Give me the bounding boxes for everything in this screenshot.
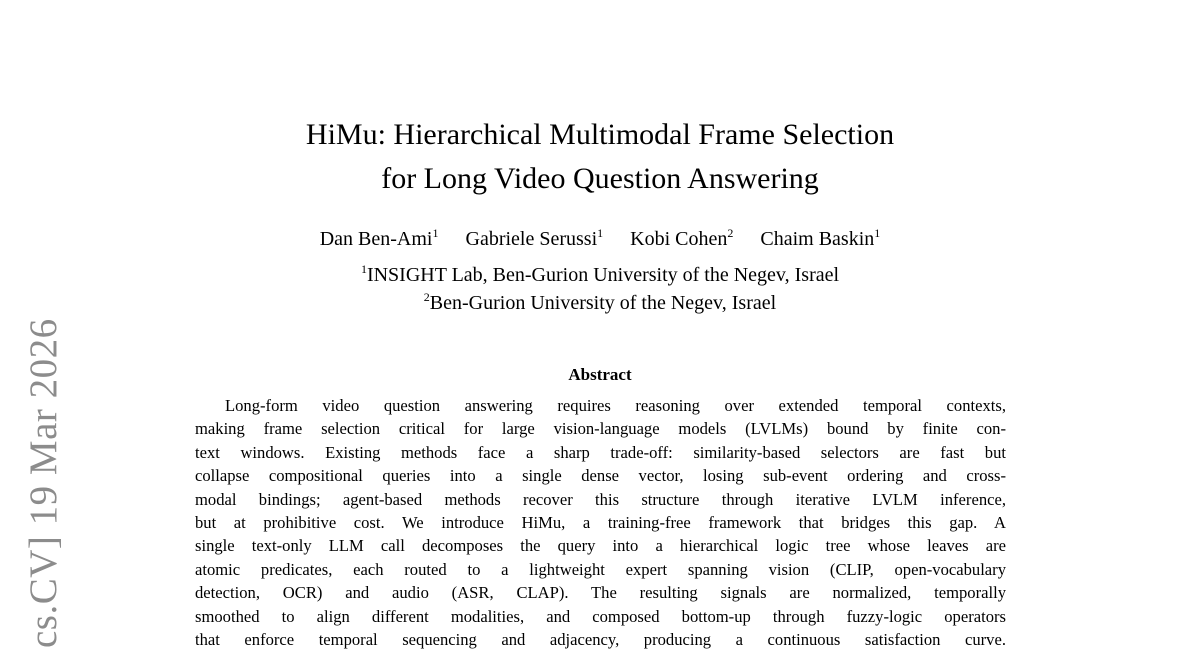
- author-list: [0, 226, 1200, 252]
- abstract-line: detection, OCR) and audio (ASR, CLAP). The resulting signals are normalized, temporally: [195, 583, 1006, 603]
- abstract-line: modal bindings; agent-based methods recover this structure through iterative LVLM inference,: [195, 489, 1006, 509]
- abstract-line: but at prohibitive cost. We introduce HiMu, a training-free framework that bridges this gap. A: [195, 512, 1006, 532]
- author: [760, 226, 880, 252]
- author-name: Dan Ben-Ami: [319, 228, 433, 250]
- abstract-line: collapse compositional queries into a single dense vector, losing sub-event ordering and cross-: [195, 466, 1006, 486]
- title-line-1: HiMu: Hierarchical Multimodal Frame Selection: [305, 118, 895, 151]
- author: [320, 226, 439, 252]
- affiliation: [0, 261, 1200, 289]
- abstract-line: making frame selection critical for large vision-language models (LVLMs) bound by finite con-: [195, 419, 1006, 439]
- abstract-line: Long-form video question answering requires reasoning over extended temporal contexts,: [225, 396, 1006, 415]
- author: [630, 226, 733, 252]
- abstract-line: atomic predicates, each routed to a lightweight expert spanning vision (CLIP, open-vocabulary: [195, 559, 1006, 579]
- author-name: Gabriele Serussi: [465, 228, 598, 250]
- affiliation-text: INSIGHT Lab, Ben-Gurion University of the Negev, Israel: [366, 264, 840, 286]
- affiliation-text: Ben-Gurion University of the Negev, Israel: [429, 292, 777, 314]
- affiliation: [0, 289, 1200, 317]
- author: [466, 226, 604, 252]
- abstract-body: [195, 394, 1006, 651]
- affiliation-mark: 2: [423, 290, 430, 304]
- affiliation-list: [0, 261, 1200, 317]
- abstract-line: single text-only LLM call decomposes the query into a hierarchical logic tree whose leaves are: [195, 536, 1006, 556]
- affiliation-mark: 1: [360, 262, 367, 276]
- author-affiliation-mark: 1: [432, 226, 439, 240]
- author-affiliation-mark: 1: [874, 226, 881, 240]
- arxiv-identifier-stamp: cs.CV] 19 Mar 2026: [22, 318, 65, 648]
- abstract-line: text windows. Existing methods face a sharp trade-off: similarity-based selectors are fast but: [195, 442, 1006, 462]
- title-line-2: for Long Video Question Answering: [381, 162, 819, 195]
- author-name: Kobi Cohen: [630, 228, 728, 250]
- author-name: Chaim Baskin: [760, 228, 875, 250]
- abstract-heading: Abstract: [568, 365, 632, 384]
- paper-title: [0, 113, 1200, 201]
- author-affiliation-mark: 1: [597, 226, 604, 240]
- abstract-line: that enforce temporal sequencing and adjacency, producing a continuous satisfaction curve.: [195, 629, 1006, 649]
- abstract-line: smoothed to align different modalities, and composed bottom-up through fuzzy-logic operators: [195, 606, 1006, 626]
- author-affiliation-mark: 2: [727, 226, 734, 240]
